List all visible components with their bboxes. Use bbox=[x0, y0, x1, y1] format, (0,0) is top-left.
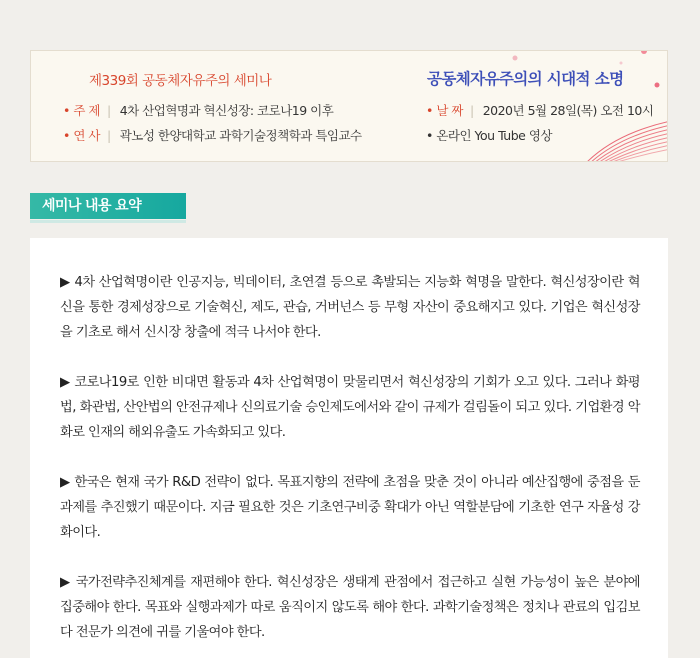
separator: | bbox=[106, 103, 111, 118]
date-row bbox=[426, 101, 653, 119]
summary-paragraph-2: ▶ 코로나19로 인한 비대면 활동과 4차 산업혁명이 맞물리면서 혁신성장의 기회가 오고 있다. 그러나 화평법, 화관법, 산안법의 안전규제나 신의료기술 승인제도에서와 같이 규제가 걸림돌이 되고 있다. 기업환경 악화로 인재의 해외유출도 가속화되고 있다. bbox=[60, 375, 640, 440]
venue-row bbox=[426, 126, 552, 144]
speaker-value: 곽노성 한양대학교 과학기술정책학과 특임교수 bbox=[119, 128, 362, 143]
wave-decoration bbox=[576, 113, 668, 162]
separator: | bbox=[469, 103, 474, 118]
summary-paragraph-1: ▶ 4차 산업혁명이란 인공지능, 빅데이터, 초연결 등으로 촉발되는 지능화 혁명을 말한다. 혁신성장이란 혁신을 통한 경제성장으로 기술혁신, 제도, 관습, 거버넌스 등 무형 자산이 중요해지고 있다. 기업은 혁신성장을 기초로 해서 신시장 창출에 적극 나서야 한다. bbox=[60, 275, 640, 340]
seminar-banner bbox=[30, 50, 668, 162]
theme-title: 공동체자유주의의 시대적 소명 bbox=[427, 70, 624, 88]
tag-underline bbox=[30, 220, 186, 223]
venue-value: • 온라인 You Tube 영상 bbox=[426, 128, 552, 143]
date-label: • 날 짜 bbox=[426, 103, 463, 118]
date-value: 2020년 5월 28일(목) 오전 10시 bbox=[482, 103, 654, 118]
summary-card bbox=[30, 238, 668, 658]
seminar-title: 제339회 공동체자유주의 세미나 bbox=[89, 73, 272, 89]
speaker-label: • 연 사 bbox=[63, 128, 100, 143]
topic-row bbox=[63, 101, 333, 119]
speaker-row bbox=[63, 126, 362, 144]
section-tag bbox=[30, 193, 186, 219]
section-tag-label: 세미나 내용 요약 bbox=[42, 198, 142, 214]
separator: | bbox=[106, 128, 111, 143]
topic-label: • 주 제 bbox=[63, 103, 100, 118]
summary-paragraph-4: ▶ 국가전략추진체계를 재편해야 한다. 혁신성장은 생태계 관점에서 접근하고 실현 가능성이 높은 분야에 집중해야 한다. 목표와 실행과제가 따로 움직이지 않도록 해야 한다. 과학기술정책은 정치나 관료의 입김보다 전문가 의견에 귀를 기울여야 한다. bbox=[60, 575, 640, 640]
summary-paragraph-3: ▶ 한국은 현재 국가 R&D 전략이 없다. 목표지향의 전략에 초점을 맞춘 것이 아니라 예산집행에 중점을 둔 과제를 추진했기 때문이다. 지금 필요한 것은 기초연구비중 확대가 아닌 역할분담에 기초한 연구 자율성 강화이다. bbox=[60, 475, 640, 540]
topic-value: 4차 산업혁명과 혁신성장: 코로나19 이후 bbox=[119, 103, 334, 118]
